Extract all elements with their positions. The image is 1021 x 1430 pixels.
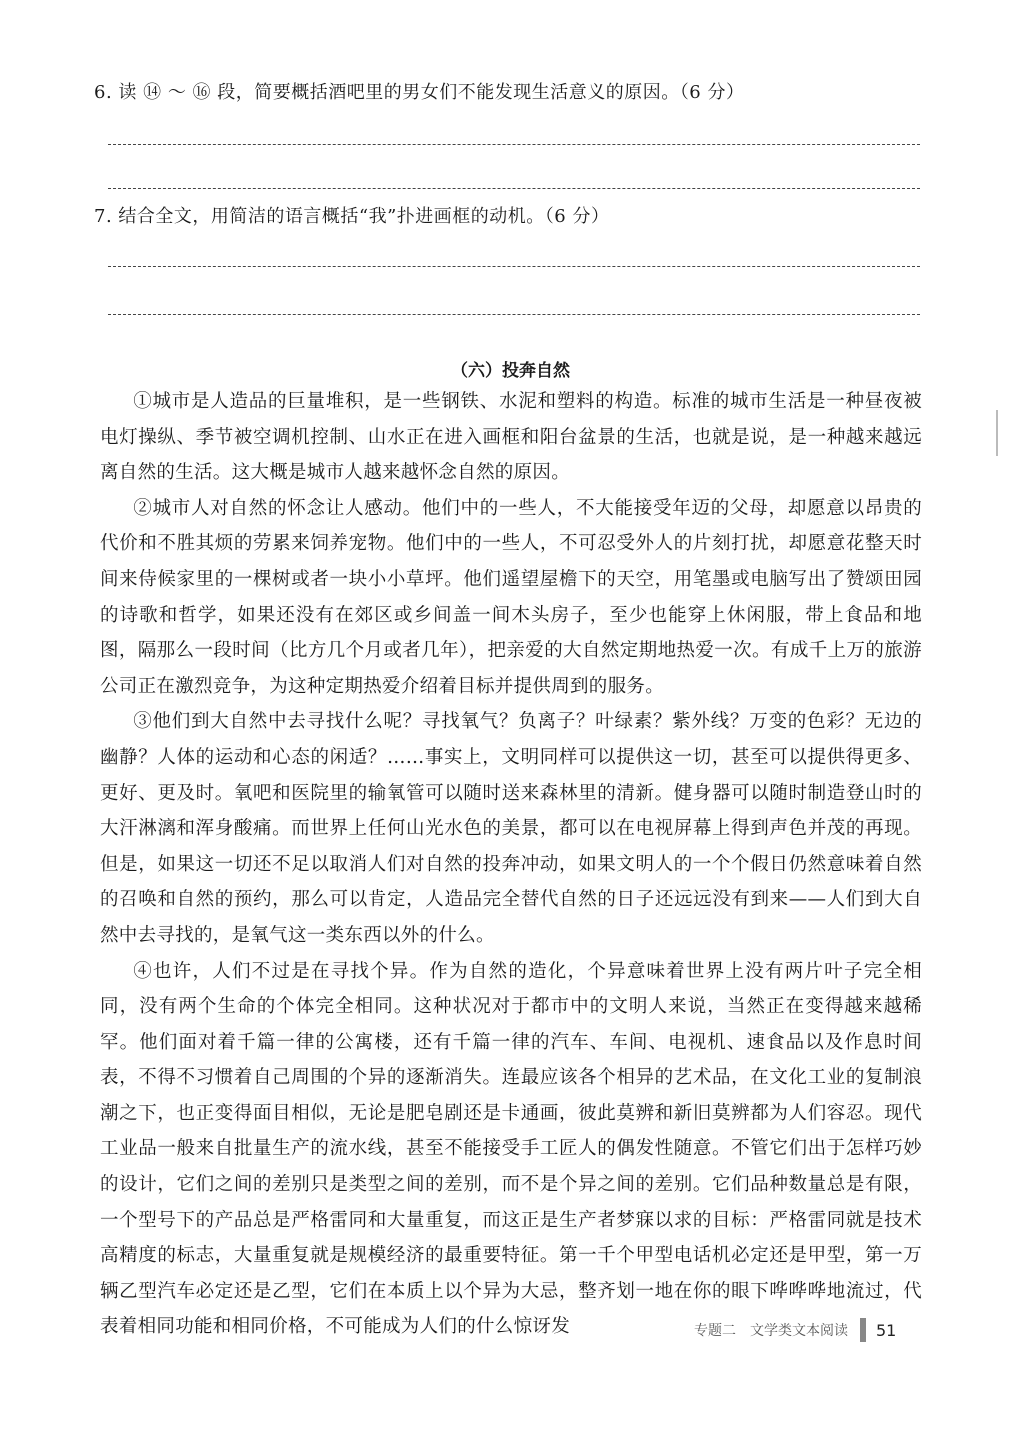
answer-line bbox=[108, 314, 920, 315]
footer-divider bbox=[860, 1318, 866, 1342]
question-6: 6. 读 ⑭ ～ ⑯ 段，简要概括酒吧里的男女们不能发现生活意义的原因。（6 分） bbox=[94, 82, 745, 103]
paragraph-1: ①城市是人造品的巨量堆积，是一些钢铁、水泥和塑料的构造。标准的城市生活是一种昼夜被电灯操纵、季节被空调机控制、山水正在进入画框和阳台盆景的生活，也就是说，是一种越来越远离自然的生活。这大概是城市人越来越怀念自然的原因。 bbox=[100, 391, 922, 484]
paragraph-2: ②城市人对自然的怀念让人感动。他们中的一些人，不大能接受年迈的父母，却愿意以昂贵的代价和不胜其烦的劳累来饲养宠物。他们中的一些人，不可忍受外人的片刻打扰，却愿意花整天时间来侍候家里的一棵树或者一块小小草坪。他们遥望屋檐下的天空，用笔墨或电脑写出了赞颂田园的诗歌和哲学，如果还没有在郊区或乡间盖一间木头房子，至少也能穿上休闲服，带上食品和地图，隔那么一段时间（比方几个月或者几年），把亲爱的大自然定期地热爱一次。有成千上万的旅游公司正在激烈竞争，为这种定期热爱介绍着目标并提供周到的服务。 bbox=[100, 497, 922, 697]
paragraph-4: ④也许，人们不过是在寻找个异。作为自然的造化，个异意味着世界上没有两片叶子完全相同，没有两个生命的个体完全相同。这种状况对于都市中的文明人来说，当然正在变得越来越稀罕。他们面对着千篇一律的公寓楼，还有千篇一律的汽车、车间、电视机、速食品以及作息时间表，不得不习惯着自己周围的个异的逐渐消失。连最应该各个相异的艺术品，在文化工业的复制浪潮之下，也正变得面目相似，无论是肥皂剧还是卡通画，彼此莫辨和新旧莫辨都为人们容忍。现代工业品一般来自批量生产的流水线，甚至不能接受手工匠人的偶发性随意。不管它们出于怎样巧妙的设计，它们之间的差别只是类型之间的差别，而不是个异之间的差别。它们品种数量总是有限，一个型号下的产品总是严格雷同和大量重复，而这正是生产者梦寐以求的目标：严格雷同就是技术高精度的标志，大量重复就是规模经济的最重要特征。第一千个甲型电话机必定还是甲型，第一万辆乙型汽车必定还是乙型，它们在本质上以个异为大忌，整齐划一地在你的眼下哗哗哗地流过，代表着相同功能和相同价格，不可能成为人们的什么惊讶发 bbox=[100, 960, 922, 1338]
article-body bbox=[100, 384, 922, 1345]
article-title: （六）投奔自然 bbox=[451, 361, 570, 381]
answer-line bbox=[108, 188, 920, 189]
paragraph-3: ③他们到大自然中去寻找什么呢？寻找氧气？负离子？叶绿素？紫外线？万变的色彩？无边的幽静？人体的运动和心态的闲适？……事实上，文明同样可以提供这一切，甚至可以提供得更多、更好、更及时。氧吧和医院里的输氧管可以随时送来森林里的清新。健身器可以随时制造登山时的大汗淋漓和浑身酸痛。而世界上任何山光水色的美景，都可以在电视屏幕上得到声色并茂的再现。但是，如果这一切还不足以取消人们对自然的投奔冲动，如果文明人的一个个假日仍然意味着自然的召唤和自然的预约，那么可以肯定，人造品完全替代自然的日子还远远没有到来——人们到大自然中去寻找的，是氧气这一类东西以外的什么。 bbox=[100, 711, 922, 946]
page-footer bbox=[694, 1318, 896, 1340]
page-number: 51 bbox=[876, 1320, 897, 1340]
section-label: 专题二 文学类文本阅读 bbox=[694, 1323, 848, 1339]
answer-line bbox=[108, 144, 920, 145]
question-7: 7. 结合全文，用简洁的语言概括“我”扑进画框的动机。（6 分） bbox=[94, 206, 610, 227]
scan-edge-mark bbox=[996, 410, 998, 456]
answer-line bbox=[108, 266, 920, 267]
